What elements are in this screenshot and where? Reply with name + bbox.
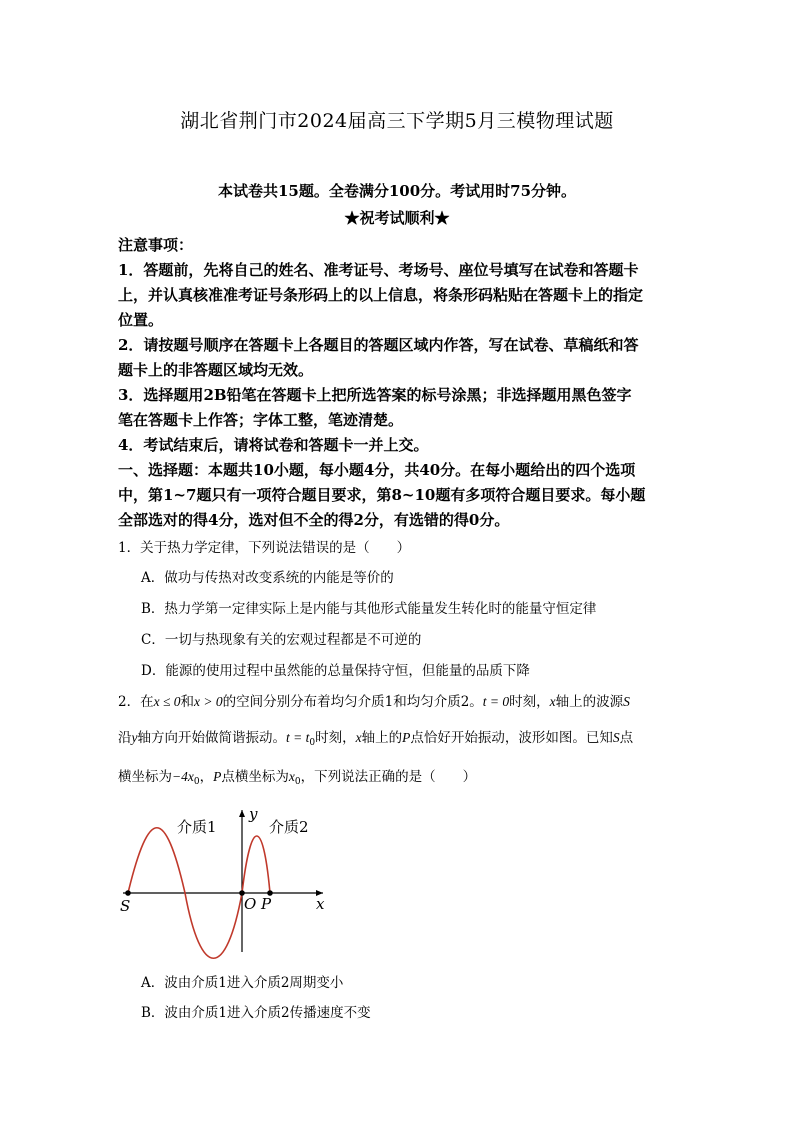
point-p-label: P xyxy=(261,895,272,913)
notice-line: 位置。 xyxy=(118,311,164,329)
exam-wish: ★祝考试顺利★ xyxy=(344,209,450,227)
notice-line: 1．答题前，先将自己的姓名、准考证号、考场号、座位号填写在试卷和答题卡 xyxy=(118,261,639,279)
question-1-option-b: B．热力学第一定律实际上是内能与其他形式能量发生转化时的能量守恒定律 xyxy=(141,601,597,617)
section-instruction: 全部选对的得4分，选对但不全的得2分，有选错的得0分。 xyxy=(118,511,510,529)
point-s-dot xyxy=(125,890,131,896)
question-1-option-a: A．做功与传热对改变系统的内能是等价的 xyxy=(141,570,394,586)
notice-line: 题卡上的非答题区域均无效。 xyxy=(118,361,314,379)
notice-line: 3．选择题用2B铅笔在答题卡上把所选答案的标号涂黑；非选择题用黑色签字 xyxy=(118,386,632,404)
question-1-option-c: C．一切与热现象有关的宏观过程都是不可逆的 xyxy=(141,632,422,648)
question-2-stem-line-1: 2．在x ≤ 0和x > 0的空间分别分布着均匀介质1和均匀介质2。t = 0时刻，x轴上的波源S xyxy=(118,694,630,710)
page-title: 湖北省荆门市2024届高三下学期5月三模物理试题 xyxy=(180,110,614,132)
exam-info: 本试卷共15题。全卷满分100分。考试用时75分钟。 xyxy=(217,182,577,200)
point-s-label: S xyxy=(120,897,131,915)
notice-heading: 注意事项： xyxy=(118,236,194,254)
x-axis-label: x xyxy=(316,895,325,913)
question-2-stem-line-3: 横坐标为$-4x_0$，P点横坐标为$x_0$，下列说法正确的是（ ） xyxy=(118,769,477,787)
question-2-stem-line-2: 沿y轴方向开始做简谐振动。$t = t_0$时刻，x轴上的P点恰好开始振动，波形如图。已知S点 xyxy=(118,730,634,748)
question-1-stem: 1．关于热力学定律，下列说法错误的是（ ） xyxy=(118,540,411,556)
question-2-option-a: A．波由介质1进入介质2周期变小 xyxy=(141,975,344,991)
notice-line: 笔在答题卡上作答；字体工整，笔迹清楚。 xyxy=(118,411,404,429)
notice-line: 上，并认真核准准考证号条形码上的以上信息，将条形码粘贴在答题卡上的指定 xyxy=(118,286,644,304)
y-axis-label: y xyxy=(249,805,258,823)
wave-medium-2 xyxy=(242,836,270,893)
medium-2-label: 介质2 xyxy=(269,818,309,836)
notice-line: 4．考试结束后，请将试卷和答题卡一并上交。 xyxy=(118,436,429,454)
question-2-option-b: B．波由介质1进入介质2传播速度不变 xyxy=(141,1005,371,1021)
notice-line: 2．请按题号顺序在答题卡上各题目的答题区域内作答，写在试卷、草稿纸和答 xyxy=(118,336,639,354)
question-1-option-d: D．能源的使用过程中虽然能的总量保持守恒，但能量的品质下降 xyxy=(141,663,530,679)
section-instruction: 一、选择题：本题共10小题，每小题4分，共40分。在每小题给出的四个选项 xyxy=(118,461,636,479)
medium-1-label: 介质1 xyxy=(177,818,217,836)
section-instruction: 中，第1~7题只有一项符合题目要求，第8~10题有多项符合题目要求。每小题 xyxy=(118,486,646,504)
point-o-label: O xyxy=(244,895,257,913)
wave-figure xyxy=(115,800,345,960)
